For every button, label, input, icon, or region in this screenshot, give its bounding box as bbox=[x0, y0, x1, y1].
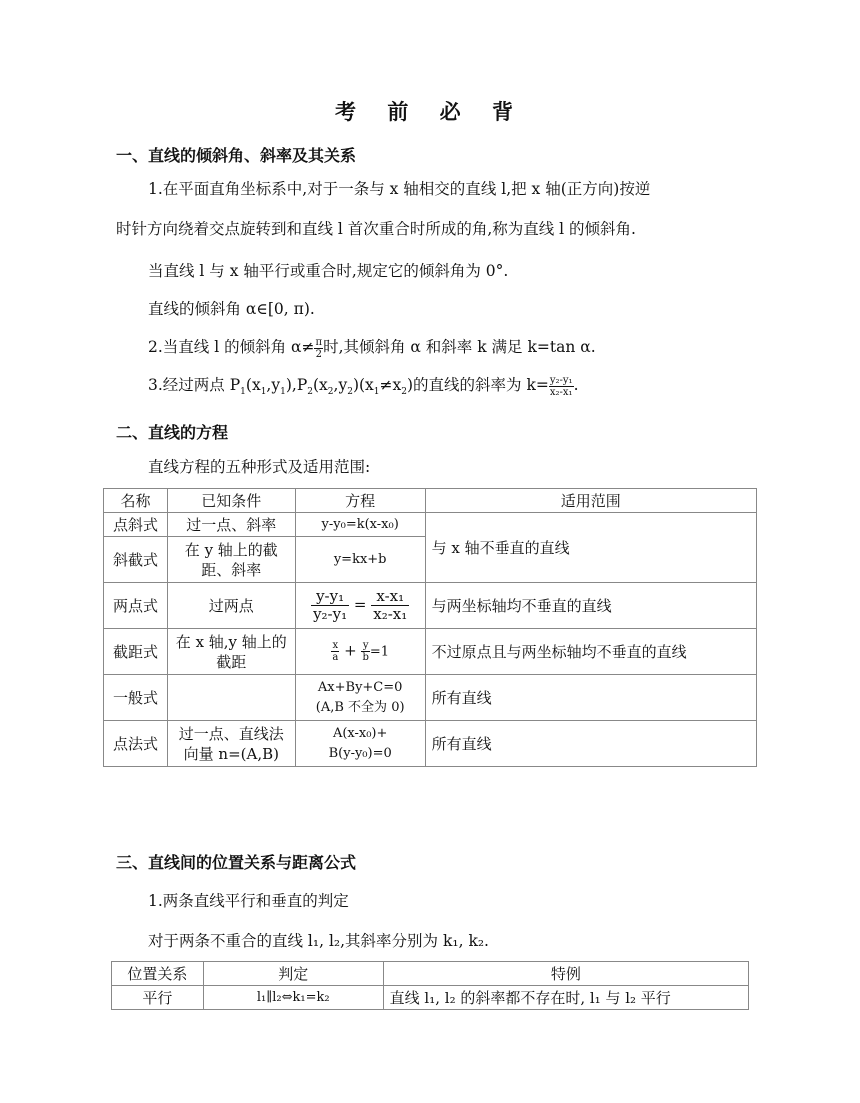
cond-line: 向量 n=(A,B) bbox=[183, 744, 279, 763]
header-cell: 名称 bbox=[104, 489, 168, 513]
fraction bbox=[371, 588, 409, 623]
eq-line: B(y-y₀)=0 bbox=[328, 745, 392, 761]
equation-cell: y=kx+b bbox=[295, 537, 425, 583]
table-row bbox=[112, 986, 749, 1010]
name-cell: 两点式 bbox=[104, 583, 168, 629]
special-cell: 直线 l₁, l₂ 的斜率都不存在时, l₁ 与 l₂ 平行 bbox=[383, 986, 748, 1010]
table-header-row bbox=[104, 489, 757, 513]
s1-p3: 直线的倾斜角 α∈[0, π). bbox=[148, 300, 315, 318]
table-row bbox=[104, 629, 757, 675]
frac-num: y-y₁ bbox=[311, 588, 349, 606]
line-equation-table bbox=[103, 488, 757, 767]
judge-cell: l₁∥l₂⇔k₁=k₂ bbox=[203, 986, 383, 1010]
s2-intro: 直线方程的五种形式及适用范围: bbox=[148, 458, 371, 476]
scope-cell: 与两坐标轴均不垂直的直线 bbox=[425, 583, 756, 629]
name-cell: 点法式 bbox=[104, 721, 168, 767]
s1-p4-post: 时,其倾斜角 α 和斜率 k 满足 k=tan α. bbox=[323, 338, 596, 356]
eq-line: Ax+By+C=0 bbox=[317, 679, 403, 695]
frac-den: y₂-y₁ bbox=[313, 605, 348, 623]
frac-num: x bbox=[332, 640, 339, 651]
section2-heading: 二、直线的方程 bbox=[116, 423, 229, 442]
slope-fraction bbox=[549, 375, 574, 398]
header-cell: 适用范围 bbox=[425, 489, 756, 513]
header-cell: 特例 bbox=[383, 962, 748, 986]
eq-line: A(x-x₀)+ bbox=[332, 725, 388, 741]
s1-p5-pre: 3.经过两点 P bbox=[148, 376, 241, 394]
name-cell: 斜截式 bbox=[104, 537, 168, 583]
table-row bbox=[104, 513, 757, 537]
s3-p1: 1.两条直线平行和垂直的判定 bbox=[148, 892, 349, 910]
section3-heading: 三、直线间的位置关系与距离公式 bbox=[116, 853, 357, 872]
name-cell: 截距式 bbox=[104, 629, 168, 675]
pi-over-2-fraction bbox=[314, 337, 323, 360]
header-cell: 方程 bbox=[295, 489, 425, 513]
fraction bbox=[361, 640, 369, 663]
eq-line: (A,B 不全为 0) bbox=[315, 699, 405, 715]
frac-den: x₂-x₁ bbox=[549, 386, 573, 398]
relation-cell: 平行 bbox=[112, 986, 204, 1010]
header-cell: 位置关系 bbox=[112, 962, 204, 986]
s1-p5-end: . bbox=[573, 376, 579, 394]
header-cell: 判定 bbox=[203, 962, 383, 986]
table-header-row bbox=[112, 962, 749, 986]
s1-p4 bbox=[148, 336, 596, 360]
frac-den: 2 bbox=[315, 348, 322, 360]
s1-p1-line1: 1.在平面直角坐标系中,对于一条与 x 轴相交的直线 l,把 x 轴(正方向)按逆 bbox=[148, 180, 651, 198]
fraction bbox=[331, 640, 339, 663]
name-cell: 点斜式 bbox=[104, 513, 168, 537]
table-row bbox=[104, 721, 757, 767]
equation-cell: $\frac{x}{a}$ + $\frac{y}{b}$ =1 bbox=[295, 629, 425, 675]
equation-cell: y-y₀=k(x-x₀) bbox=[295, 513, 425, 537]
table-row bbox=[104, 583, 757, 629]
eq-tail: =1 bbox=[369, 644, 390, 660]
frac-den: a bbox=[332, 652, 339, 663]
condition-cell: 过一点、斜率 bbox=[167, 513, 295, 537]
s1-p2: 当直线 l 与 x 轴平行或重合时,规定它的倾斜角为 0°. bbox=[148, 262, 509, 280]
s3-p2: 对于两条不重合的直线 l₁, l₂,其斜率分别为 k₁, k₂. bbox=[148, 932, 489, 950]
frac-num: x-x₁ bbox=[371, 588, 409, 606]
s1-p4-pre: 2.当直线 l 的倾斜角 α≠ bbox=[148, 338, 315, 356]
cond-line: 过一点、直线法 bbox=[178, 724, 284, 743]
table-row bbox=[104, 675, 757, 721]
condition-cell bbox=[167, 675, 295, 721]
condition-cell: 在 x 轴,y 轴上的截距 bbox=[167, 629, 295, 675]
frac-num: π bbox=[315, 336, 323, 348]
condition-cell bbox=[167, 721, 295, 767]
page-title: 考 前 必 背 bbox=[335, 99, 525, 124]
section1-heading: 一、直线的倾斜角、斜率及其关系 bbox=[116, 146, 357, 165]
condition-cell: 过两点 bbox=[167, 583, 295, 629]
equation-cell bbox=[295, 675, 425, 721]
s1-p5: 3.经过两点 $P_1(x_1,y_1),P_2(x_2,y_2)(x_1\ne x_2)$的直线的斜率为 k= $\frac{\text{y₂-y₁}}{\text{x₂-x₁}}$ . bbox=[148, 374, 579, 398]
scope-cell: 所有直线 bbox=[425, 721, 756, 767]
scope-cell: 不过原点且与两坐标轴均不垂直的直线 bbox=[425, 629, 756, 675]
equation-cell: $\frac{\text{y-y₁}}{\text{y₂-y₁}}$ = $\frac{\text{x-x₁}}{\text{x₂-x₁}}$ bbox=[295, 583, 425, 629]
frac-den: b bbox=[362, 652, 369, 663]
scope-cell: 与 x 轴不垂直的直线 bbox=[425, 513, 756, 583]
header-cell: 已知条件 bbox=[167, 489, 295, 513]
fraction bbox=[311, 588, 349, 623]
frac-num: y₂-y₁ bbox=[549, 374, 573, 386]
s1-p1-line2: 时针方向绕着交点旋转到和直线 l 首次重合时所成的角,称为直线 l 的倾斜角. bbox=[116, 220, 636, 238]
s1-p5-mid: 的直线的斜率为 k= bbox=[413, 376, 549, 394]
scope-cell: 所有直线 bbox=[425, 675, 756, 721]
name-cell: 一般式 bbox=[104, 675, 168, 721]
condition-cell: 在 y 轴上的截距、斜率 bbox=[167, 537, 295, 583]
frac-den: x₂-x₁ bbox=[373, 605, 408, 623]
position-relation-table bbox=[111, 961, 749, 1010]
equation-cell bbox=[295, 721, 425, 767]
frac-num: y bbox=[362, 640, 369, 651]
